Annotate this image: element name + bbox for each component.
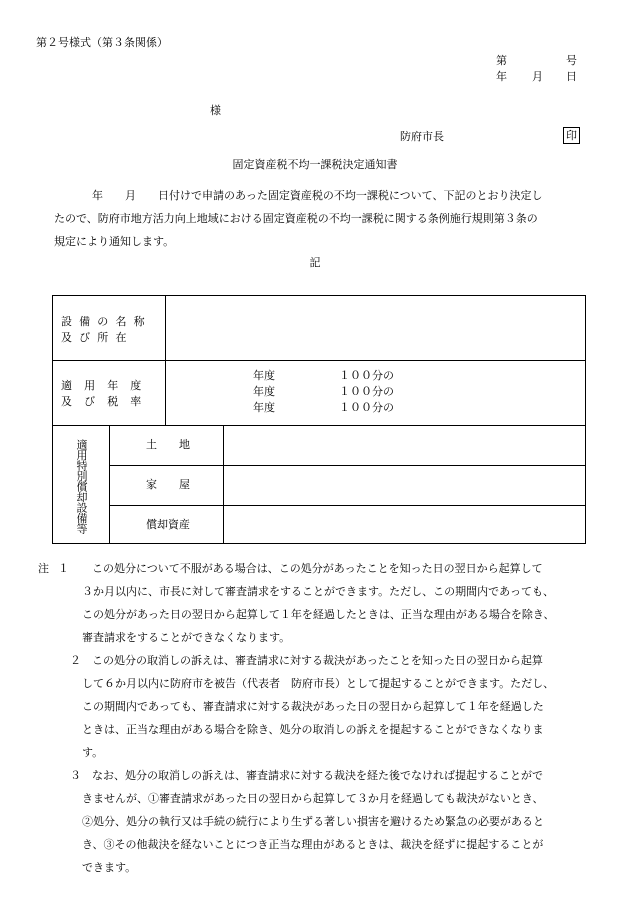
table-rule bbox=[53, 360, 585, 361]
depreciable-assets-label: 償却資産 bbox=[146, 518, 190, 531]
table-rule bbox=[165, 296, 166, 425]
rate-value: １００分の bbox=[339, 401, 394, 414]
note-item bbox=[38, 764, 598, 879]
ki-heading: 記 bbox=[309, 256, 321, 269]
body-line: 規定により通知します。 bbox=[54, 235, 175, 248]
notes-label: 注 bbox=[38, 562, 49, 575]
note-line: ３か月以内に、市長に対して審査請求をすることができます。ただし、この期間内であっても、 bbox=[82, 585, 555, 598]
body-line: 年 月 日付けで申請のあった固定資産税の不均一課税について、下記のとおり決定し bbox=[92, 189, 543, 202]
note-item bbox=[38, 557, 598, 649]
form-label: 第２号様式（第３条関係） bbox=[36, 36, 168, 49]
note-line: この処分について不服がある場合は、この処分があったことを知った日の翌日から起算して bbox=[92, 562, 543, 575]
note-line: 審査請求をすることができなくなります。 bbox=[82, 631, 291, 644]
seal-stamp: 印 bbox=[563, 127, 580, 144]
table-rule bbox=[109, 465, 585, 466]
note-number: １ bbox=[58, 562, 69, 575]
tax-rate-label: 及び税率 bbox=[61, 395, 154, 408]
table-rule bbox=[53, 425, 585, 426]
note-line: ②処分、処分の執行又は手続の続行により生ずる著しい損害を避けるため緊急の必要があると bbox=[82, 815, 544, 828]
notes-section bbox=[38, 557, 598, 879]
body-line: たので、防府市地方活力向上地域における固定資産税の不均一課税に関する条例施行規則第３条の bbox=[54, 212, 538, 225]
note-line: この処分の取消しの訴えは、審査請求に対する裁決があったことを知った日の翌日から起算 bbox=[92, 654, 543, 667]
rate-year: 年度 bbox=[253, 401, 275, 414]
addressee-suffix: 様 bbox=[210, 104, 221, 117]
equipment-name-label: 設備の名称 bbox=[61, 315, 152, 328]
number-suffix: 号 bbox=[566, 54, 577, 67]
date-month: 月 bbox=[532, 70, 543, 83]
note-line: して６か月以内に防府市を被告（代表者 防府市長）として提起することができます。ただし、 bbox=[82, 677, 555, 690]
special-depreciation-label-cell bbox=[53, 425, 109, 543]
note-line: きませんが、①審査請求があった日の翌日から起算して３か月を経過しても裁決がないとき、 bbox=[82, 792, 544, 805]
document-title: 固定資産税不均一課税決定通知書 bbox=[232, 158, 398, 171]
table-rule bbox=[109, 505, 585, 506]
decision-table bbox=[52, 295, 586, 544]
land-label: 土 地 bbox=[146, 438, 190, 451]
date-day: 日 bbox=[566, 70, 577, 83]
note-line: この処分があった日の翌日から起算して１年を経過したときは、正当な理由がある場合を除き、 bbox=[82, 608, 555, 621]
note-item bbox=[38, 649, 598, 764]
table-rule bbox=[109, 425, 110, 543]
building-label: 家 屋 bbox=[146, 478, 190, 491]
note-line: き、③その他裁決を経ないことにつき正当な理由があるときは、裁決を経ずに提起することが bbox=[82, 838, 544, 851]
note-line: す。 bbox=[82, 746, 104, 759]
note-line: なお、処分の取消しの訴えは、審査請求に対する裁決を経た後でなければ提起することがで bbox=[92, 769, 543, 782]
note-number: ２ bbox=[70, 654, 81, 667]
rate-year: 年度 bbox=[253, 385, 275, 398]
note-line: ときは、正当な理由がある場合を除き、処分の取消しの訴えを提起することができなくなりま bbox=[82, 723, 544, 736]
number-prefix: 第 bbox=[496, 54, 507, 67]
applicable-year-label: 適用年度 bbox=[61, 379, 154, 392]
note-line: この期間内であっても、審査請求に対する裁決があった日の翌日から起算して１年を経過した bbox=[82, 700, 544, 713]
equipment-location-label: 及び所在 bbox=[61, 331, 134, 344]
date-year: 年 bbox=[496, 70, 507, 83]
body-paragraph bbox=[54, 184, 592, 253]
rate-value: １００分の bbox=[339, 385, 394, 398]
issuer-name: 防府市長 bbox=[400, 130, 444, 143]
rate-value: １００分の bbox=[339, 369, 394, 382]
rate-year: 年度 bbox=[253, 369, 275, 382]
note-line: できます。 bbox=[82, 861, 137, 874]
special-depreciation-label: 適用特別償却設備等 bbox=[75, 438, 88, 534]
note-number: ３ bbox=[70, 769, 81, 782]
